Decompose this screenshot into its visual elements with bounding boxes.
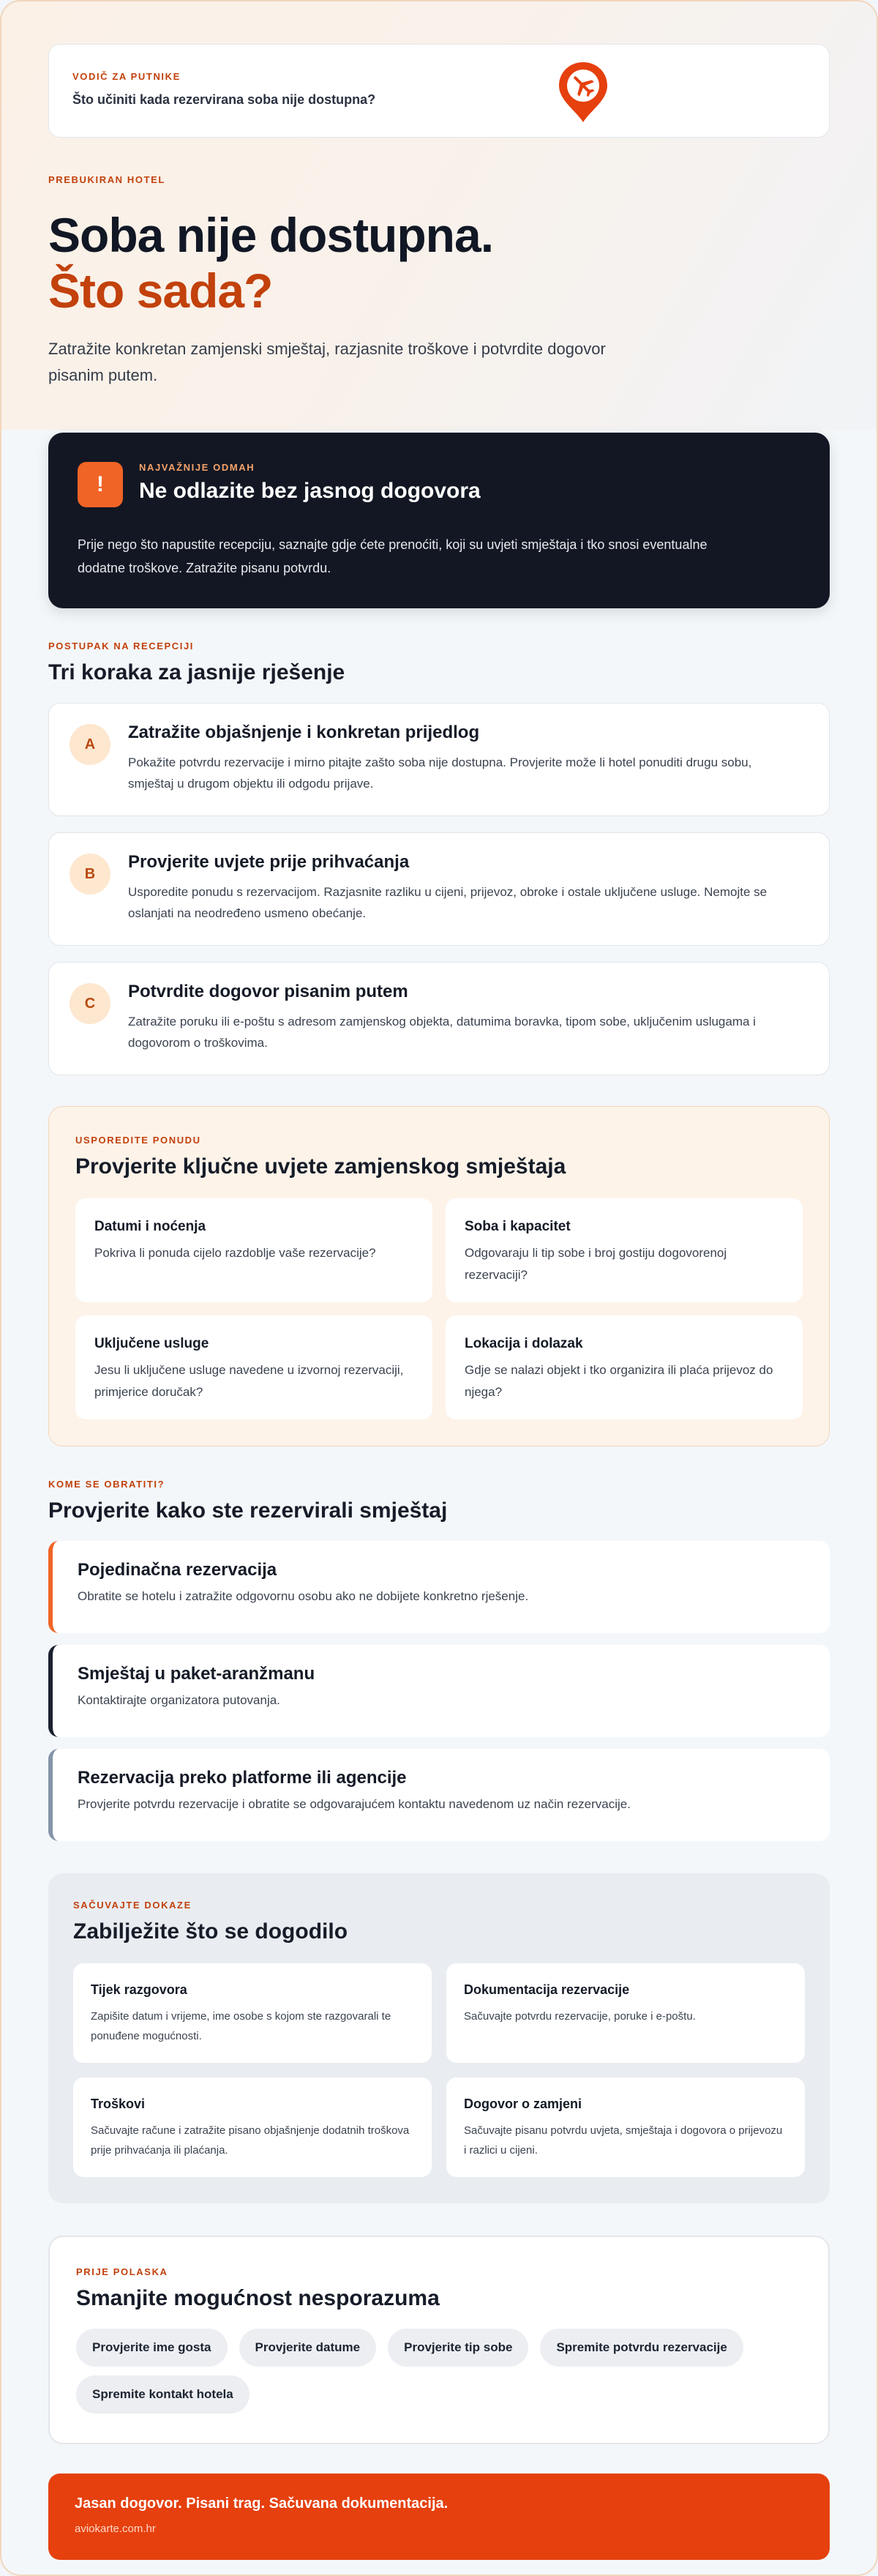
hero-title-line2: Što sada? [48, 264, 273, 318]
exclamation-icon: ! [78, 462, 123, 507]
checklist-title: Smanjite mogućnost nesporazuma [76, 2286, 440, 2310]
step-card [48, 962, 830, 1075]
contact-text: Kontaktirajte organizatora putovanja. [78, 1693, 280, 1707]
alert-card [48, 433, 830, 608]
checklist-chip: Provjerite tip sobe [388, 2329, 528, 2367]
checklist-kicker: PRIJE POLASKA [76, 2266, 168, 2277]
compare-grid [75, 1198, 803, 1419]
contact-title: Pojedinačna rezervacija [78, 1560, 277, 1580]
step-badge: B [70, 854, 110, 895]
footer-banner [48, 2474, 830, 2560]
compare-kicker: USPOREDITE PONUDU [75, 1135, 201, 1146]
contact-card [48, 1645, 830, 1737]
contacts-kicker: KOME SE OBRATITI? [48, 1479, 165, 1490]
compare-item-title: Datumi i noćenja [94, 1219, 206, 1234]
step-card [48, 832, 830, 946]
map-pin-plane-icon [554, 59, 612, 125]
guide-card [48, 44, 830, 138]
evidence-item [73, 1963, 432, 2063]
evidence-item-text: Zapišite datum i vrijeme, ime osobe s kojom ste razgovarali te ponuđene mogućnosti. [91, 2010, 391, 2042]
compare-item [446, 1315, 803, 1419]
alert-title: Ne odlazite bez jasnog dogovora [139, 479, 481, 503]
checklist-chip: Provjerite ime gosta [76, 2329, 228, 2367]
steps-kicker: POSTUPAK NA RECEPCIJI [48, 641, 195, 652]
evidence-item [446, 2077, 805, 2177]
evidence-item [73, 2077, 432, 2177]
footer-link[interactable]: aviokarte.com.hr [75, 2523, 156, 2535]
compare-card [48, 1106, 830, 1446]
compare-item [75, 1315, 432, 1419]
footer-title: Jasan dogovor. Pisani trag. Sačuvana dokumentacija. [75, 2495, 449, 2512]
guide-kicker: VODIČ ZA PUTNIKE [72, 71, 181, 82]
evidence-item-title: Dokumentacija rezervacije [464, 1982, 630, 1997]
step-text: Pokažite potvrdu rezervacije i mirno pitajte zašto soba nije dostupna. Provjerite može li hotel ponuditi drugu sobu, smještaj u drugom objektu ili odgodu prijave. [128, 755, 752, 791]
hero-lead: Zatražite konkretan zamjenski smještaj, razjasnite troškove i potvrdite dogovor pisanim putem. [48, 340, 606, 384]
compare-item-text: Jesu li uključene usluge navedene u izvornoj rezervaciji, primjerice doručak? [94, 1363, 404, 1399]
evidence-grid [73, 1963, 805, 2177]
hero-title-line1: Soba nije dostupna. [48, 208, 494, 262]
step-badge: A [70, 724, 110, 765]
evidence-item-title: Tijek razgovora [91, 1982, 187, 1997]
evidence-item-text: Sačuvajte potvrdu rezervacije, poruke i e-poštu. [464, 2010, 696, 2023]
checklist-card [48, 2236, 830, 2444]
content [1, 44, 877, 2560]
alert-kicker: NAJVAŽNIJE ODMAH [139, 462, 255, 473]
step-title: Potvrdite dogovor pisanim putem [128, 982, 408, 1001]
checklist-chip: Spremite potvrdu rezervacije [540, 2329, 743, 2367]
evidence-item [446, 1963, 805, 2063]
evidence-title: Zabilježite što se dogodilo [73, 1919, 348, 1944]
evidence-card [48, 1873, 830, 2203]
compare-item [446, 1198, 803, 1302]
compare-item-text: Odgovaraju li tip sobe i broj gostiju dogovorenoj rezervaciji? [465, 1246, 727, 1282]
compare-item-text: Pokriva li ponuda cijelo razdoblje vaše rezervacije? [94, 1246, 376, 1260]
evidence-item-text: Sačuvajte pisanu potvrdu uvjeta, smještaja i dogovora o prijevozu i razlici u cijeni. [464, 2124, 783, 2157]
compare-item-title: Soba i kapacitet [465, 1219, 571, 1234]
checklist-chip: Provjerite datume [239, 2329, 377, 2367]
step-title: Zatražite objašnjenje i konkretan prijedlog [128, 723, 480, 742]
step-title: Provjerite uvjete prije prihvaćanja [128, 852, 410, 872]
evidence-item-title: Troškovi [91, 2097, 146, 2111]
contact-title: Smještaj u paket-aranžmanu [78, 1664, 315, 1684]
steps-title: Tri koraka za jasnije rješenje [48, 660, 345, 684]
evidence-item-title: Dogovor o zamjeni [464, 2097, 582, 2111]
step-text: Zatražite poruku ili e-poštu s adresom zamjenskog objekta, datumima boravka, tipom sobe, uključenim uslugama i dogovorom o troškovima. [128, 1015, 756, 1050]
contacts-title: Provjerite kako ste rezervirali smještaj [48, 1498, 448, 1523]
contact-card [48, 1541, 830, 1633]
compare-item-text: Gdje se nalazi objekt i tko organizira ili plaća prijevoz do njega? [465, 1363, 773, 1399]
compare-item-title: Uključene usluge [94, 1336, 209, 1351]
contact-text: Obratite se hotelu i zatražite odgovornu osobu ako ne dobijete konkretno rješenje. [78, 1589, 529, 1603]
compare-item-title: Lokacija i dolazak [465, 1336, 583, 1351]
contact-text: Provjerite potvrdu rezervacije i obratite se odgovarajućem kontaktu navedenom uz način rezervacije. [78, 1797, 631, 1811]
step-text: Usporedite ponudu s rezervacijom. Razjasnite razliku u cijeni, prijevoz, obroke i ostale uključene usluge. Nemojte se oslanjati na neodređeno usmeno obećanje. [128, 885, 768, 920]
step-badge: C [70, 983, 110, 1024]
hero-kicker: PREBUKIRAN HOTEL [48, 174, 165, 185]
contact-title: Rezervacija preko platforme ili agencije [78, 1768, 407, 1788]
guide-subtitle: Što učiniti kada rezervirana soba nije dostupna? [72, 92, 376, 107]
evidence-item-text: Sačuvajte račune i zatražite pisano objašnjenje dodatnih troškova prije prihvaćanja ili plaćanja. [91, 2124, 410, 2157]
contact-card [48, 1749, 830, 1841]
compare-title: Provjerite ključne uvjete zamjenskog smještaja [75, 1154, 566, 1179]
alert-text: Prije nego što napustite recepciju, saznajte gdje ćete prenoćiti, koji su uvjeti smještaja i tko snosi eventualne dodatne troškove. Zatražite pisanu potvrdu. [78, 537, 708, 575]
step-card [48, 703, 830, 816]
compare-item [75, 1198, 432, 1302]
checklist-chips [76, 2329, 793, 2413]
evidence-kicker: SAČUVAJTE DOKAZE [73, 1900, 192, 1911]
checklist-chip: Spremite kontakt hotela [76, 2375, 249, 2413]
